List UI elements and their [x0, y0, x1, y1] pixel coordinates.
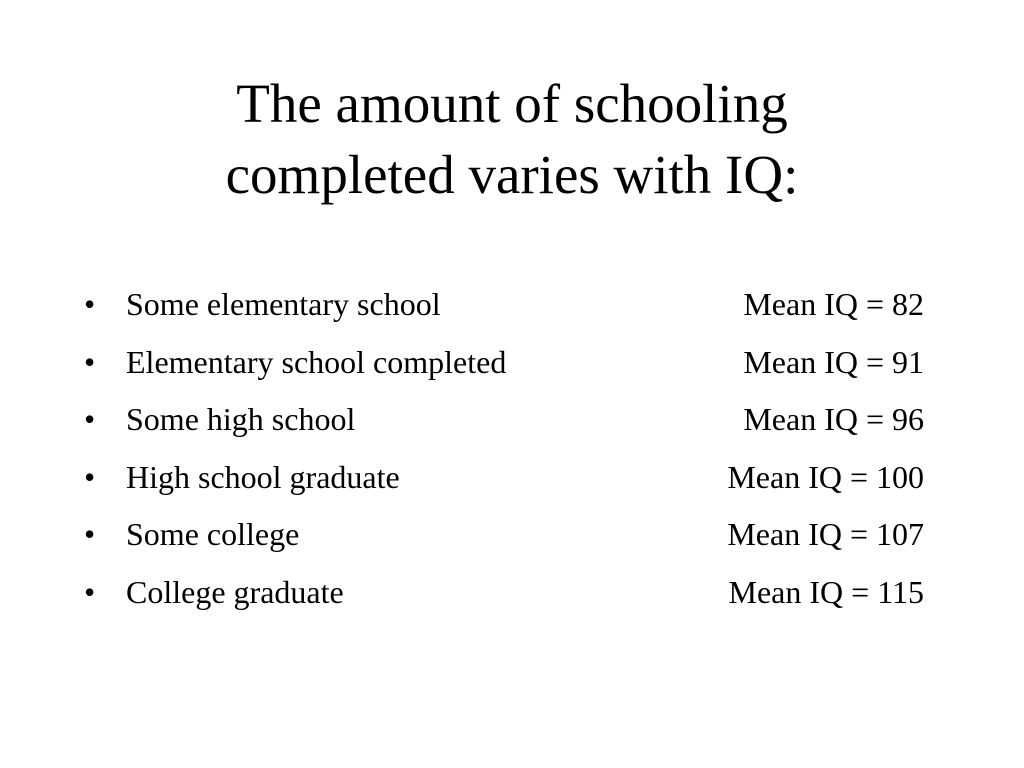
list-item: [0, 449, 1024, 507]
mean-iq-value: Mean IQ = 115: [728, 573, 924, 610]
mean-iq-value: Mean IQ = 82: [743, 286, 924, 322]
bullet-marker: •: [84, 573, 96, 610]
list-item: [0, 564, 1024, 622]
bullet-marker: •: [84, 286, 96, 322]
schooling-level-label: Elementary school completed: [126, 343, 507, 380]
title-line-2: completed varies with IQ:: [225, 144, 799, 205]
bullet-marker: •: [84, 458, 96, 495]
bullet-list: [0, 276, 1024, 621]
list-item: [0, 506, 1024, 564]
bullet-marker: •: [84, 343, 96, 380]
schooling-level-label: College graduate: [126, 573, 344, 610]
mean-iq-value: Mean IQ = 107: [727, 516, 924, 552]
mean-iq-value: Mean IQ = 100: [727, 458, 924, 495]
schooling-level-label: Some high school: [126, 401, 356, 437]
bullet-marker: •: [84, 401, 96, 437]
bullet-marker: •: [84, 516, 96, 552]
slide-title: [0, 68, 1024, 210]
mean-iq-value: Mean IQ = 96: [743, 401, 924, 437]
title-line-1: The amount of schooling: [236, 73, 788, 134]
list-item: [0, 276, 1024, 334]
schooling-level-label: Some elementary school: [126, 286, 441, 322]
mean-iq-value: Mean IQ = 91: [743, 343, 924, 380]
schooling-level-label: High school graduate: [126, 458, 400, 495]
list-item: [0, 391, 1024, 449]
list-item: [0, 334, 1024, 392]
schooling-level-label: Some college: [126, 516, 300, 552]
